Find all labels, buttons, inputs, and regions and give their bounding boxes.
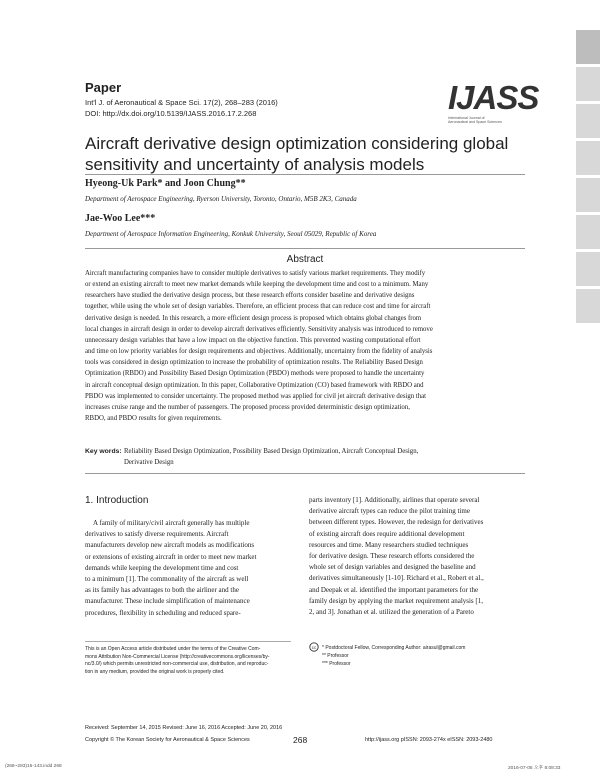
title-divider: [85, 174, 525, 175]
intro-line: for derivative design. These research efforts considered the: [309, 552, 475, 561]
intro-line: of existing aircraft does require additional development: [309, 529, 465, 538]
license-line: This is an Open Access article distributed under the terms of the Creative Com-: [85, 646, 261, 652]
abstract-line: Optimization (RBDO) and Possibility Based Design Optimization (PBDO) methods were proposed to handle the uncertainty: [85, 370, 425, 378]
abstract-line: or extend an existing aircraft to meet new market demands while keeping the development time and cost to a minimum. Many: [85, 281, 429, 289]
author-line-2: Jae-Woo Lee***: [85, 213, 156, 224]
license-line: nc/3.0/) which permits unrestricted non-commercial use, distribution, and reproduc-: [85, 661, 269, 668]
author-note: * Postdoctoral Fellow, Corresponding Author: airasul@gmail.com: [322, 645, 466, 651]
logo-subtitle-1: International Journal of: [448, 116, 485, 120]
print-slug-right: 2016-07-05 오후 8:08:33: [508, 766, 561, 771]
side-tab-strip: [576, 30, 600, 326]
section-heading-introduction: 1. Introduction: [85, 495, 149, 506]
intro-left-column: [85, 518, 299, 619]
journal-reference: [85, 97, 385, 119]
keywords-text: [124, 446, 525, 468]
intro-line: 2, and 3]. Jonathan et al. utilized the generation of a Pareto: [309, 608, 474, 617]
doi-link[interactable]: DOI: http://dx.doi.org/10.5139/IJASS.2016.17.2.268: [85, 109, 257, 118]
intro-line: derivative aircraft types can reduce the pilot training time: [309, 507, 470, 516]
intro-line: whole set of design variables and designed the baseline and: [309, 563, 476, 572]
svg-text:cc: cc: [311, 644, 317, 650]
abstract-divider: [85, 248, 525, 249]
intro-line: manufacturers develop new aircraft models as modifications: [85, 541, 255, 550]
affiliation-2: Department of Aerospace Information Engineering, Konkuk University, Seoul 05029, Republic of Korea: [85, 230, 377, 238]
intro-line: derivatives to satisfy diverse requirements. Aircraft: [85, 530, 229, 539]
license-line: mons Attribution Non-Commercial License (http://creativecommons.org/licenses/by-: [85, 653, 270, 660]
intro-line: between different types. However, the redesign for derivatives: [309, 518, 484, 527]
logo-wordmark: IJASS: [448, 79, 539, 116]
keywords-line: Reliability Based Design Optimization, Possibility Based Design Optimization, Aircraft Conceptual Design,: [124, 448, 419, 455]
journal-logo: [448, 79, 539, 124]
intro-line: as its family has advantages to both the airliner and the: [85, 586, 239, 595]
side-tab: [576, 67, 600, 101]
side-tab: [576, 215, 600, 249]
article-type-label: Paper: [85, 80, 122, 95]
journal-urls[interactable]: http://ijass.org pISSN: 2093-274x eISSN: 2093-2480: [365, 737, 493, 743]
abstract-line: tools was considered in design optimization to increase the probability of optimization results. The Reliability Based Design: [85, 359, 423, 367]
abstract-line: RBDO, and PBDO results for given requirements.: [85, 415, 222, 423]
abstract-body: [85, 268, 525, 424]
side-tab: [576, 141, 600, 175]
logo-subtitle-2: Aeronautical and Space Sciences: [448, 120, 502, 124]
received-dates: Received: September 14, 2015 Revised: June 16, 2016 Accepted: June 20, 2016: [85, 725, 283, 731]
intro-line: demands while keeping the development time and cost: [85, 563, 239, 572]
intro-line: or extensions of existing aircraft in order to meet new market: [85, 552, 257, 561]
journal-citation: Int'l J. of Aeronautical & Space Sci. 17(2), 268–283 (2016): [85, 98, 278, 107]
license-line: tion in any medium, provided the original work is properly cited.: [85, 668, 225, 675]
abstract-heading: Abstract: [286, 254, 324, 265]
intro-line: procedures, flexibility in scheduling and reduced spare-: [85, 608, 241, 617]
paper-title: Aircraft derivative design optimization considering global sensitivity and uncertainty of analysis models: [85, 134, 509, 174]
abstract-line: local changes in aircraft design in order to develop aircraft derivatives efficiently. Sensitivity analysis was introduced to remove: [85, 325, 433, 333]
abstract-line: increases cruise range and the number of passengers. The proposed process provided deterministic design optimization,: [85, 403, 410, 411]
intro-line: to a minimum [1]. The commonality of the aircraft as well: [85, 575, 249, 584]
affiliation-1: Department of Aerospace Engineering, Ryerson University, Toronto, Ontario, M5B 2K3, Canada: [85, 195, 357, 203]
intro-line: and Deepak et al. identified the important parameters for the: [309, 585, 479, 594]
abstract-line: in aircraft conceptual design optimization. In this paper, Collaborative Optimization (CO) based framework with RBDO and: [85, 381, 424, 389]
keywords-line: Derivative Design: [124, 459, 174, 466]
side-tab: [576, 104, 600, 138]
page-number: 268: [293, 735, 308, 745]
side-tab: [576, 252, 600, 286]
abstract-line: unnecessary design variables that have a low impact on the objective function. This prevented wasting computational effort: [85, 336, 421, 344]
creative-commons-icon: [309, 642, 319, 652]
footnote-divider: [85, 641, 291, 642]
abstract-line: together, while using the whole set of design variables. Therefore, an efficient process that can reduce cost and time for aircraft: [85, 303, 431, 311]
abstract-line: Aircraft manufacturing companies have to consider multiple derivatives to satisfy various market requirements. They modify: [85, 270, 426, 277]
author-line-1: Hyeong-Uk Park* and Joon Chung**: [85, 178, 246, 189]
copyright-notice: Copyright © The Korean Society for Aeronautical & Space Sciences: [85, 737, 250, 743]
license-notice: [85, 646, 295, 676]
intro-line: A family of military/civil aircraft generally has multiple: [93, 519, 250, 527]
author-notes: [322, 644, 465, 668]
side-tab: [576, 289, 600, 323]
keywords-divider: [85, 473, 525, 474]
abstract-line: derivative design is needed. In this research, a more efficient design process is proposed which obtains global changes from: [85, 314, 422, 322]
intro-line: manufacturer. These include simplification of maintenance: [85, 597, 250, 606]
intro-line: family design by applying the market requirement analysis [1,: [309, 596, 483, 605]
author-note: ** Professor: [322, 653, 349, 659]
side-tab: [576, 30, 600, 64]
abstract-line: and time on low priority variables for design requirements and objectives. Additionally, uncertainty from the fidelity of analysis: [85, 348, 433, 356]
side-tab: [576, 178, 600, 212]
intro-line: derivatives simultaneously [1-10]. Richard et al., Robert et al.,: [309, 574, 484, 583]
intro-line: parts inventory [1]. Additionally, airlines that operate several: [309, 496, 480, 504]
author-note: *** Professor: [322, 661, 351, 667]
intro-line: resources and time. Many researchers studied techniques: [309, 540, 469, 549]
intro-right-column: [309, 495, 523, 618]
abstract-line: PBDO was implemented to consider uncertainty. The proposed method was applied for civil jet aircraft derivative design that: [85, 392, 427, 400]
print-slug-left: (268~283)15-143.indd 268: [5, 764, 62, 769]
keywords-label: Key words:: [85, 448, 122, 455]
abstract-line: researchers have studied the derivative design process, but these research efforts consider baseline and derivative designs: [85, 292, 415, 300]
